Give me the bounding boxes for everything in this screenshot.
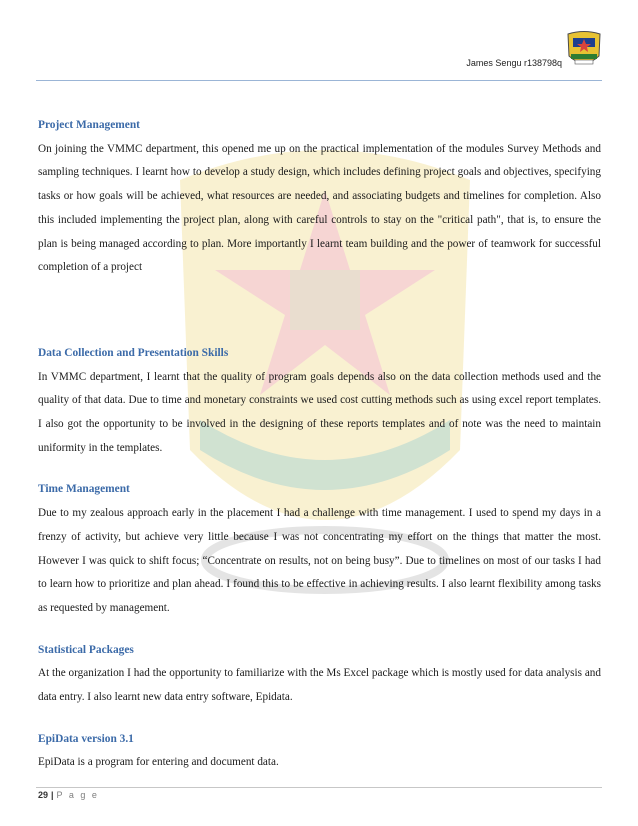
section-epidata: [38, 728, 601, 775]
section-heading: Statistical Packages: [38, 643, 134, 656]
footer-divider: [36, 787, 602, 788]
section-paragraph: Due to my zealous approach early in the placement I had a challenge with time management. I used to spend my days in a frenzy of activity, but achieve very little because I was not concentrating my effort on the things that matter the most. However I was quick to shift focus; “Concentrate on results, not on being busy”. Due to timelines on most of our tasks I had to learn how to prioritize and plan ahead. I found this to be effective in achieving results. I also learnt flexibility among tasks as requested by management.: [38, 507, 601, 614]
section-time-management: [38, 478, 601, 620]
section-heading: Time Management: [38, 483, 130, 496]
section-paragraph: At the organization I had the opportunity to familiarize with the Ms Excel package which is mostly used for data analysis and data entry. I also learnt new data entry software, Epidata.: [38, 667, 601, 704]
header-divider: [36, 80, 602, 81]
university-crest-logo: [566, 30, 602, 68]
section-paragraph: On joining the VMMC department, this opened me up on the practical implementation of the modules Survey Methods and sampling techniques. I learnt how to develop a study design, which includes defining project goals and objectives, specifying tasks or how goals will be achieved, what resources are needed, and associating budgets and timelines for completion. Also this included implementing the project plan, along with careful controls to stay on the "critical path", that is, to ensure the plan is being managed according to plan. More importantly I learnt team building and the power of teamwork for successful completion of a project: [38, 142, 601, 274]
section-statistical-packages: [38, 639, 601, 710]
section-project-management: [38, 114, 601, 280]
page-number: 29: [38, 790, 49, 800]
header-author-id: James Sengu r138798q: [466, 58, 562, 68]
section-heading: EpiData version 3.1: [38, 732, 134, 745]
section-heading: Data Collection and Presentation Skills: [38, 346, 229, 359]
page-label: P a g e: [56, 790, 99, 800]
document-body: [38, 114, 601, 775]
section-paragraph: EpiData is a program for entering and document data.: [38, 756, 279, 769]
page-footer: [38, 790, 99, 800]
section-paragraph: In VMMC department, I learnt that the quality of program goals depends also on the data collection methods used and the quality of that data. Due to time and monetary constraints we used cost cutting methods such as using excel report templates. I also got the opportunity to be involved in the designing of these reports templates and of note was the need to maintain uniformity in the templates.: [38, 370, 601, 454]
section-heading: Project Management: [38, 119, 140, 131]
section-data-collection: [38, 342, 601, 461]
footer-separator: |: [51, 790, 54, 800]
